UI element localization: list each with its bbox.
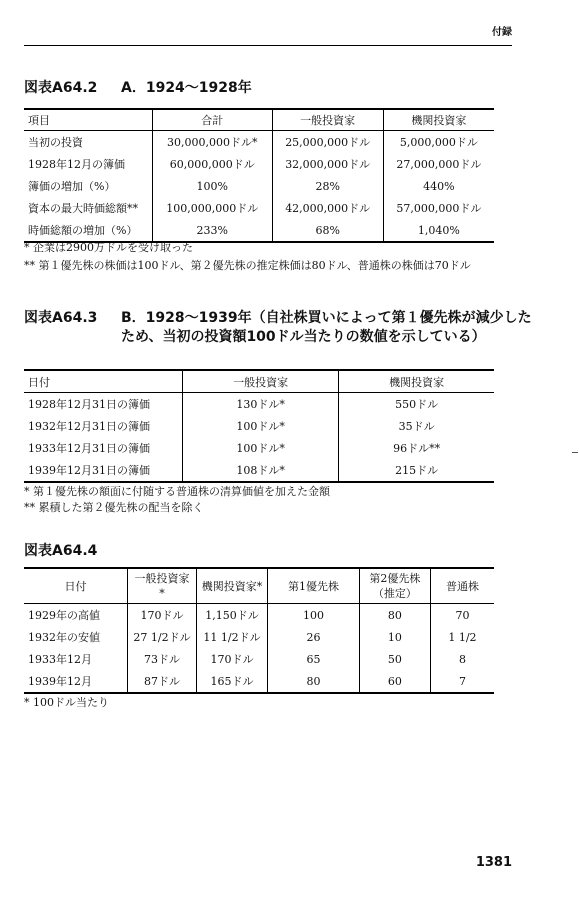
table-cell: 8 (430, 648, 494, 670)
table-cell: 550ドル (339, 393, 494, 416)
table1-col-header: 一般投資家 (272, 109, 383, 131)
table-cell: 28% (272, 175, 383, 197)
table2-title: B．1928〜1939年（自社株買いによって第１優先株が減少したため、当初の投資額100ドル当たりの数値を示している） (121, 310, 532, 345)
table1-col-header: 合計 (153, 109, 273, 131)
table3-col-header: 第1優先株 (268, 568, 360, 604)
table-row (24, 393, 494, 416)
table-cell: 100,000,000ドル (153, 197, 273, 219)
table-cell: 1932年の安値 (28, 631, 100, 644)
table-cell: 42,000,000ドル (272, 197, 383, 219)
table-cell: 100 (268, 604, 360, 627)
table-cell: 130ドル* (183, 393, 339, 416)
table-cell: 7 (430, 670, 494, 693)
table-cell: 1928年12月の簿価 (28, 158, 125, 171)
table1-title: A．1924〜1928年 (121, 80, 252, 96)
margin-mark (572, 452, 578, 453)
table2-col-header: 一般投資家 (183, 370, 339, 393)
table-cell: 65 (268, 648, 360, 670)
table1-heading (24, 79, 252, 98)
table-row (24, 131, 494, 154)
table-row (24, 197, 494, 219)
table1-col-header: 項目 (24, 109, 153, 131)
table-cell: 35ドル (339, 415, 494, 437)
table-cell: 25,000,000ドル (272, 131, 383, 154)
table1-note: * 企業は2900万ドルを受け取った (24, 241, 193, 254)
table2-note: * 第１優先株の額面に付随する普通株の清算価値を加えた金額 (24, 485, 330, 498)
table-cell: 1933年12月31日の簿価 (28, 442, 150, 455)
table3-col-header: 日付 (24, 568, 128, 604)
table3-col-header: 普通株 (430, 568, 494, 604)
table-cell: 440% (383, 175, 494, 197)
table-cell: 1,150ドル (197, 604, 268, 627)
table-cell: 1939年12月31日の簿価 (28, 464, 150, 477)
table-row (24, 459, 494, 482)
table-cell: 108ドル* (183, 459, 339, 482)
table2-heading (24, 309, 532, 345)
table2-col-header: 機関投資家 (339, 370, 494, 393)
table-row (24, 670, 494, 693)
table-cell: 11 1/2ドル (197, 626, 268, 648)
table-cell: 73ドル (128, 648, 197, 670)
table-cell: 100% (153, 175, 273, 197)
table-cell: 57,000,000ドル (383, 197, 494, 219)
table-cell: 27 1/2ドル (128, 626, 197, 648)
table-cell: 100ドル* (183, 437, 339, 459)
table-cell: 60 (359, 670, 430, 693)
table-cell: 68% (272, 219, 383, 242)
table2 (24, 369, 494, 483)
table1 (24, 108, 494, 243)
table-row (24, 153, 494, 175)
table-cell: 27,000,000ドル (383, 153, 494, 175)
table-cell: 資本の最大時価総額** (28, 202, 138, 215)
table-cell: 時価総額の増加（%） (28, 224, 138, 237)
table-row (24, 219, 494, 242)
table3-note: * 100ドル当たり (24, 696, 109, 709)
table-row (24, 626, 494, 648)
table-cell: 1,040% (383, 219, 494, 242)
table3-heading (24, 542, 97, 561)
table-cell: 100ドル* (183, 415, 339, 437)
table-cell: 1933年12月 (28, 653, 92, 666)
table3-id: 図表A64.4 (24, 543, 98, 559)
table-cell: 233% (153, 219, 273, 242)
table2-header-row (24, 370, 494, 393)
table1-col-header: 機関投資家 (383, 109, 494, 131)
table-cell: 32,000,000ドル (272, 153, 383, 175)
table-cell: 50 (359, 648, 430, 670)
table1-header-row (24, 109, 494, 131)
table-cell: 170ドル (128, 604, 197, 627)
table1-id: 図表A64.2 (24, 80, 98, 96)
table3-col-header: 一般投資家* (128, 568, 197, 604)
table-cell: 60,000,000ドル (153, 153, 273, 175)
table-row (24, 415, 494, 437)
header-rule (24, 45, 512, 46)
table-cell: 1 1/2 (430, 626, 494, 648)
table-cell: 87ドル (128, 670, 197, 693)
table-cell: 96ドル** (339, 437, 494, 459)
table-cell: 5,000,000ドル (383, 131, 494, 154)
table-cell: 10 (359, 626, 430, 648)
table-row (24, 648, 494, 670)
page-number: 1381 (475, 855, 512, 870)
table3-col-header: 第2優先株（推定） (359, 568, 430, 604)
table-cell: 165ドル (197, 670, 268, 693)
table-row (24, 437, 494, 459)
table2-id: 図表A64.3 (24, 310, 98, 326)
table1-note: ** 第１優先株の株価は100ドル、第２優先株の推定株価は80ドル、普通株の株価は70ドル (24, 259, 471, 272)
table-cell: 80 (359, 604, 430, 627)
table-row (24, 604, 494, 627)
table-cell: 170ドル (197, 648, 268, 670)
table3 (24, 567, 494, 694)
table-cell: 1939年12月 (28, 675, 92, 688)
table-cell: 1929年の高値 (28, 609, 100, 622)
section-label: 付録 (492, 27, 512, 38)
table-cell: 当初の投資 (28, 136, 83, 149)
table-row (24, 175, 494, 197)
table2-col-header: 日付 (24, 370, 183, 393)
table-cell: 80 (268, 670, 360, 693)
table3-col-header: 機関投資家* (197, 568, 268, 604)
table-cell: 簿価の増加（%） (28, 180, 116, 193)
table-cell: 26 (268, 626, 360, 648)
table-cell: 215ドル (339, 459, 494, 482)
table-cell: 70 (430, 604, 494, 627)
table2-note: ** 累積した第２優先株の配当を除く (24, 501, 204, 514)
table-cell: 1928年12月31日の簿価 (28, 398, 150, 411)
table3-header-row (24, 568, 494, 604)
table-cell: 30,000,000ドル* (153, 131, 273, 154)
table-cell: 1932年12月31日の簿価 (28, 420, 150, 433)
